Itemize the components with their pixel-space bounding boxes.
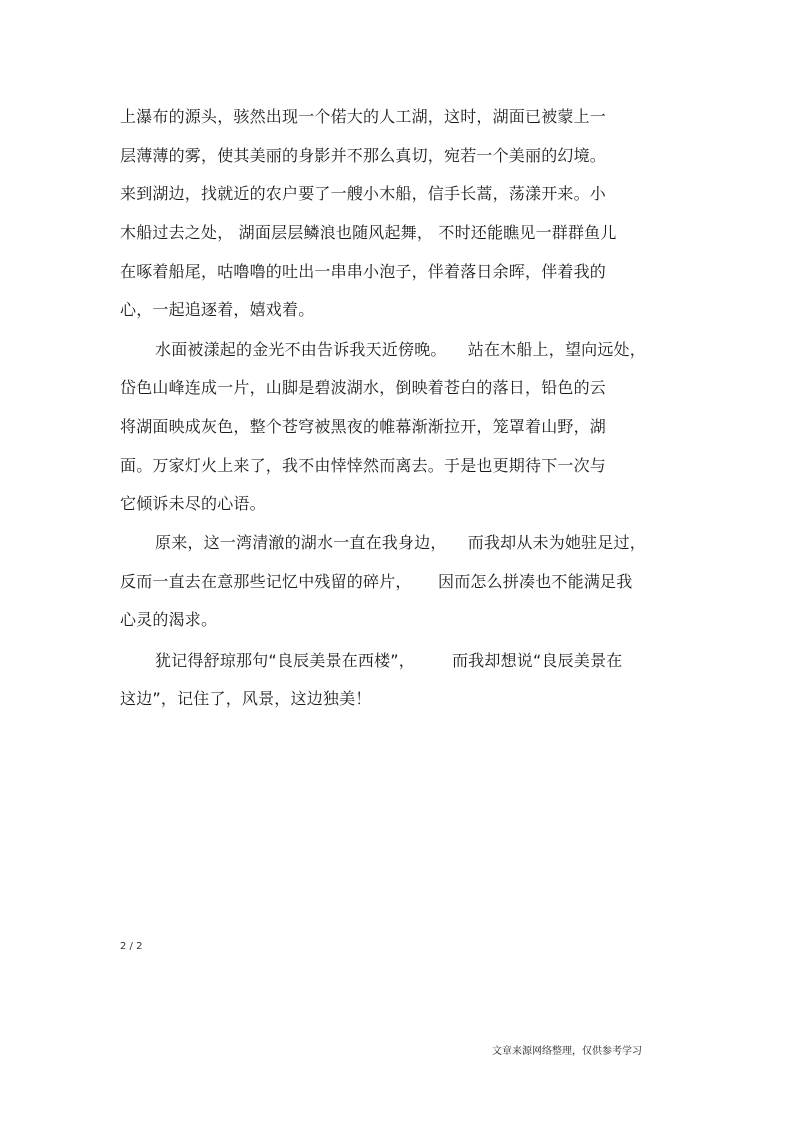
footer-note: 文章来源网络整理，仅供参考学习 (492, 1046, 642, 1057)
text-line: 层薄薄的雾，使其美丽的身影并不那么真切，宛若一个美丽的幻境。 (120, 146, 607, 165)
text-line: 将湖面映成灰色，整个苍穹被黑夜的帷幕渐渐拉开，笼罩着山野，湖 (120, 417, 607, 436)
text-line: 上瀑布的源头，骇然出现一个偌大的人工湖，这时，湖面已被蒙上一 (120, 107, 607, 126)
text-line: 木船过去之处， 湖面层层鳞浪也随风起舞， 不时还能瞧见一群群鱼儿 (120, 223, 617, 242)
page-number: 2 / 2 (120, 941, 143, 952)
text-line: 在啄着船尾，咕噜噜的吐出一串串小泡子，伴着落日余晖，伴着我的 (120, 262, 607, 281)
text-line: 心，一起追逐着，嬉戏着。 (120, 300, 315, 319)
text-line: 水面被漾起的金光不由告诉我天近傍晚。 站在木船上，望向远处， (155, 340, 646, 359)
text-line: 原来，这一湾清澈的湖水一直在我身边， 而我却从未为她驻足过， (155, 533, 646, 552)
text-line: 这边”，记住了，风景，这边独美！ (120, 689, 372, 708)
text-line: 犹记得舒琼那句“良辰美景在西楼”， 而我却想说“良辰美景在 (155, 651, 623, 670)
text-line: 来到湖边，找就近的农户要了一艘小木船，信手长蒿，荡漾开来。小 (120, 184, 607, 203)
text-line: 心灵的渴求。 (120, 610, 218, 629)
text-line: 面。万家灯火上来了，我不由悻悻然而离去。于是也更期待下一次与 (120, 456, 607, 475)
text-line: 反而一直去在意那些记忆中残留的碎片， 因而怎么拼凑也不能满足我 (120, 572, 633, 591)
text-line: 岱色山峰连成一片，山脚是碧波湖水，倒映着苍白的落日，铅色的云 (120, 378, 607, 397)
text-line: 它倾诉未尽的心语。 (120, 494, 266, 513)
